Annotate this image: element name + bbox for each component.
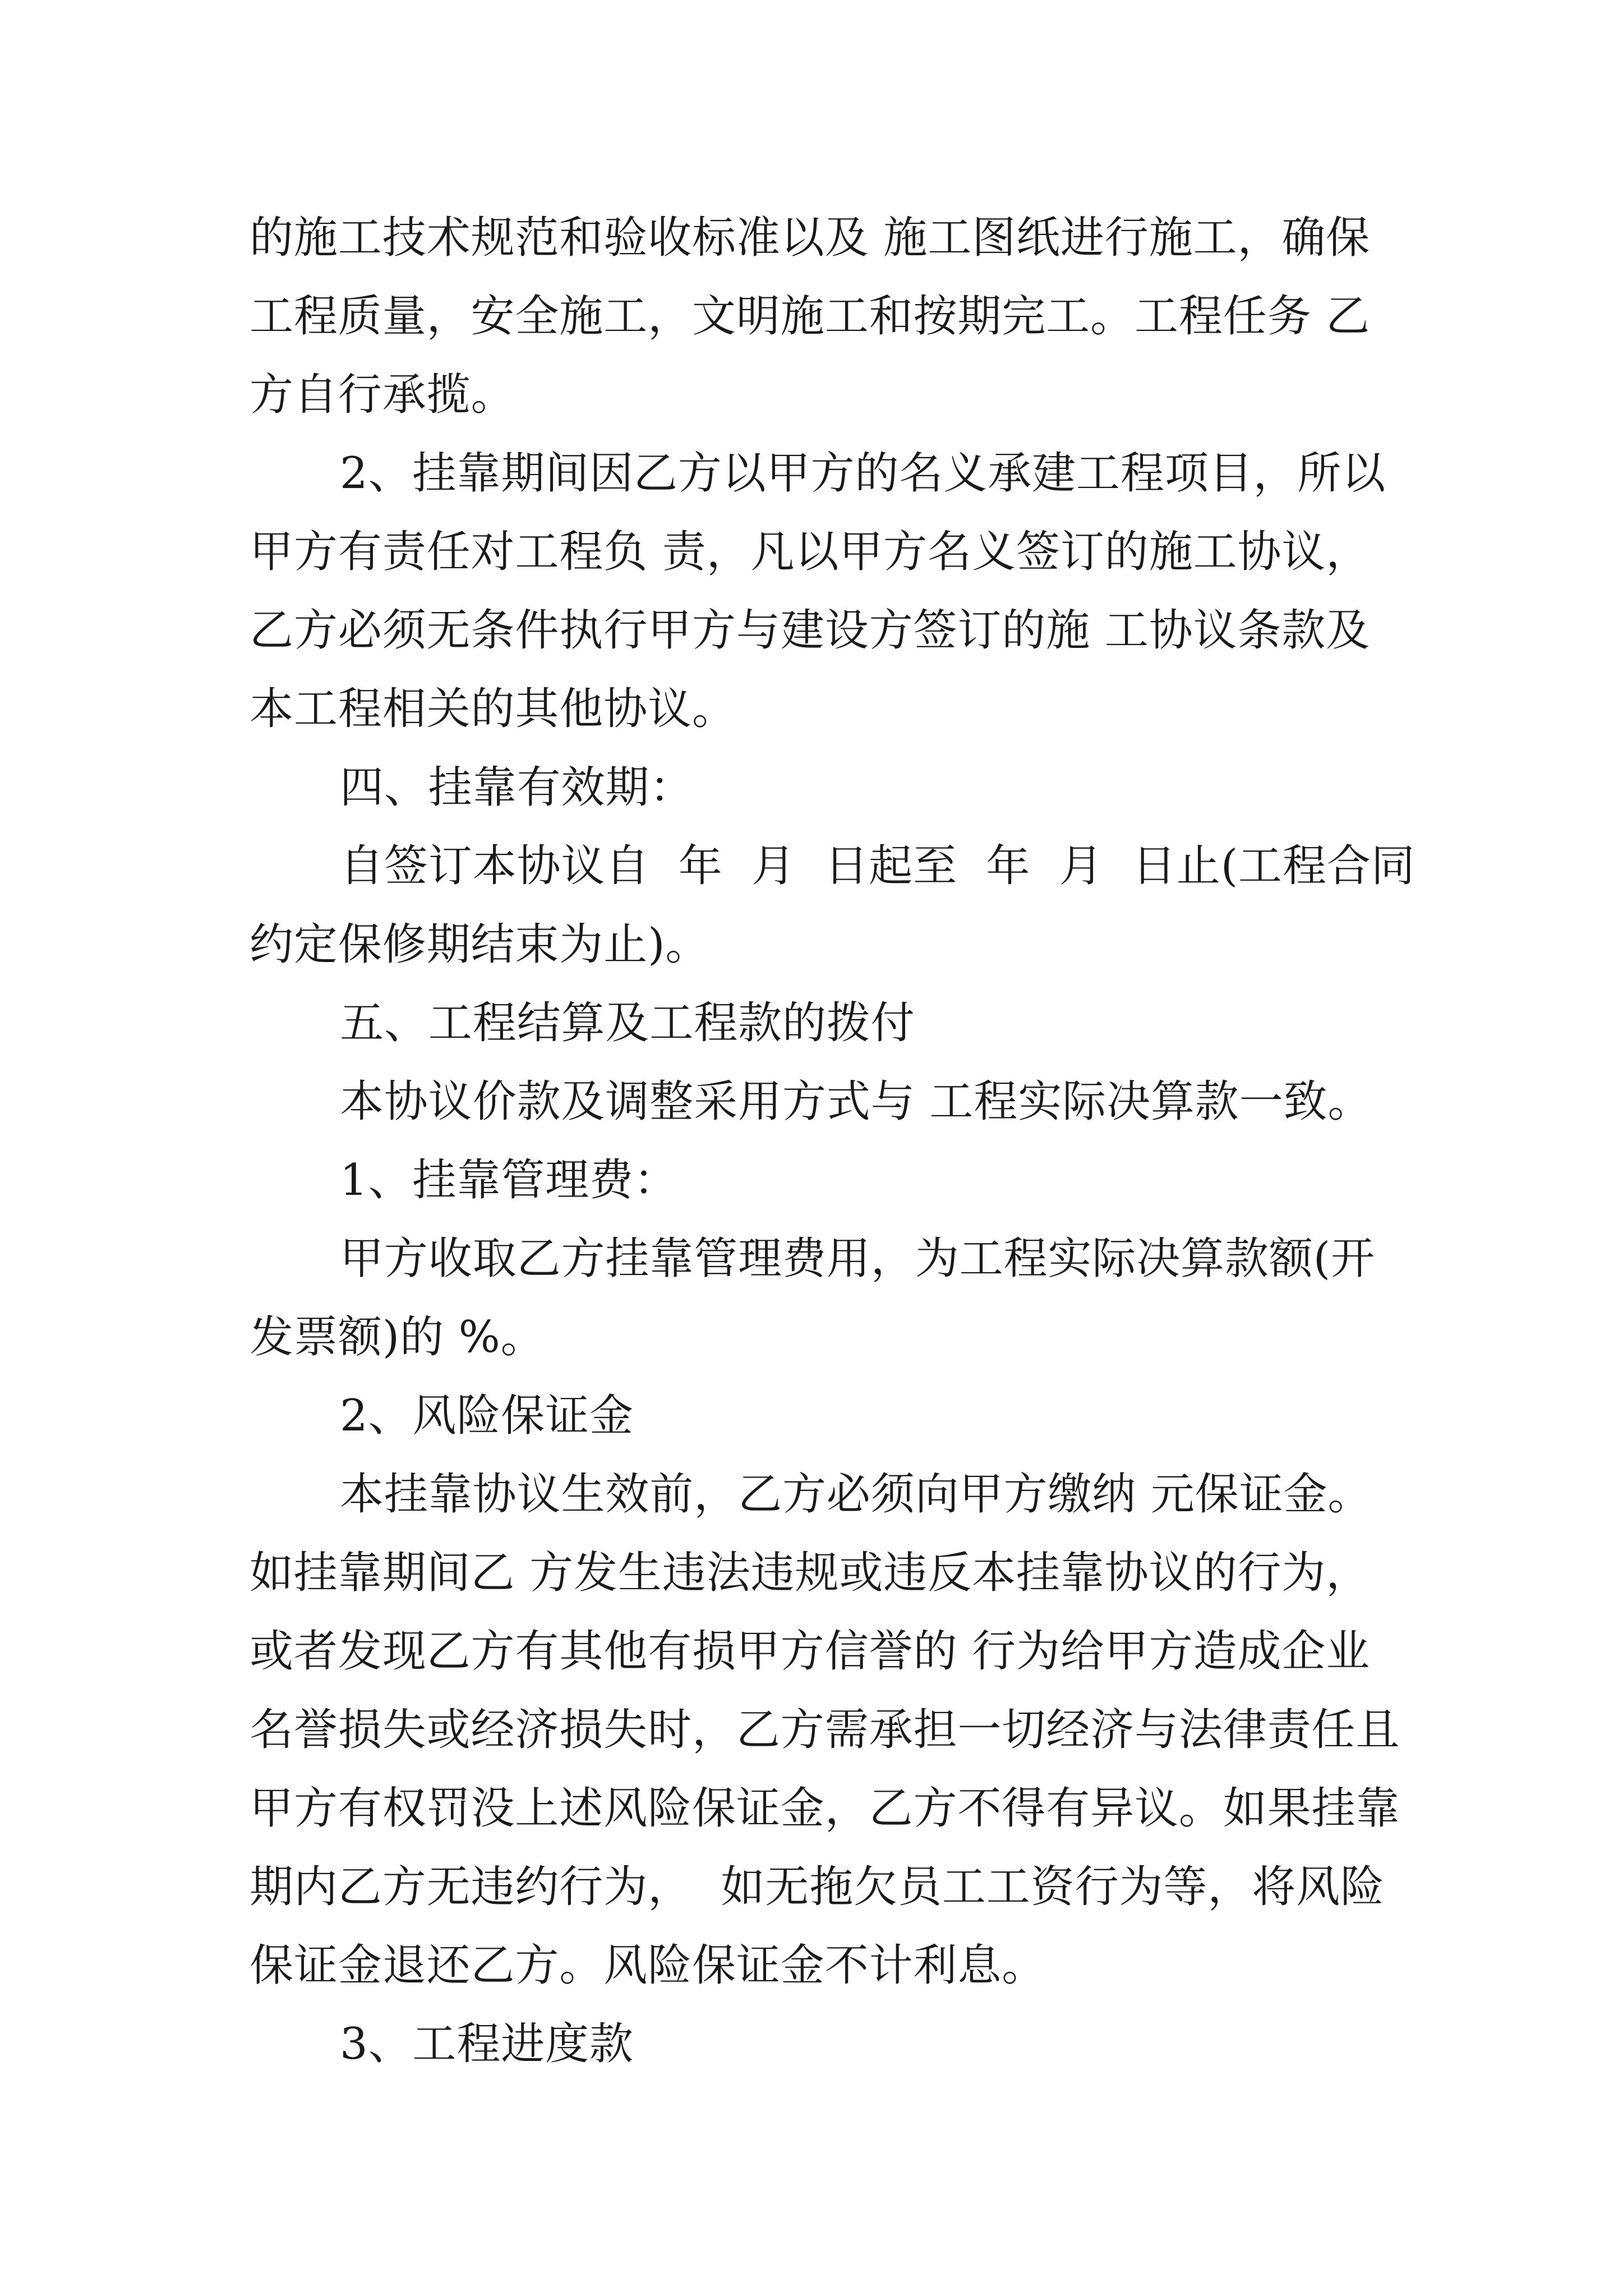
text-line: 2、挂靠期间因乙方以甲方的名义承建工程项目，所以 [340, 448, 1386, 499]
subsection-heading: 2、风险保证金 [340, 1391, 634, 1441]
text-line: 工程质量，安全施工，文明施工和按期完工。工程任务 乙 [250, 291, 1371, 342]
text-line: 乙方必须无条件执行甲方与建设方签订的施 工协议条款及 [250, 605, 1371, 656]
text-line: 甲方收取乙方挂靠管理费用，为工程实际决算款额(开 [340, 1234, 1376, 1284]
text-line: 如挂靠期间乙 方发生违法违规或违反本挂靠协议的行为， [250, 1548, 1371, 1598]
text-line: 或者发现乙方有其他有损甲方信誉的 行为给甲方造成企业 [250, 1626, 1371, 1677]
subsection-heading: 3、工程进度款 [340, 2019, 634, 2069]
subsection-heading: 1、挂靠管理费： [340, 1155, 678, 1205]
text-line: 本挂靠协议生效前，乙方必须向甲方缴纳 元保证金。 [340, 1469, 1372, 1520]
section-heading: 五、工程结算及工程款的拨付 [340, 998, 915, 1048]
text-line: 本协议价款及调整采用方式与 工程实际决算款一致。 [340, 1076, 1372, 1127]
text-line: 名誉损失或经济损失时，乙方需承担一切经济与法律责任且 [250, 1705, 1400, 1755]
text-line: 保证金退还乙方。风险保证金不计利息。 [250, 1940, 1046, 1991]
text-line: 本工程相关的其他协议。 [250, 684, 736, 734]
text-line: 约定保修期结束为止)。 [250, 919, 710, 970]
text-line: 期内乙方无违约行为， 如无拖欠员工工资行为等，将风险 [250, 1862, 1385, 1912]
text-line: 方自行承揽。 [250, 370, 515, 420]
section-heading: 四、挂靠有效期： [340, 762, 694, 813]
text-line: 甲方有责任对工程负 责，凡以甲方名义签订的施工协议， [250, 527, 1371, 577]
text-line: 的施工技术规范和验收标准以及 施工图纸进行施工，确保 [250, 213, 1371, 263]
text-line: 发票额)的 %。 [250, 1312, 545, 1363]
text-line: 自签订本协议自 年 月 日起至 年 月 日止(工程合同 [340, 841, 1415, 891]
text-line: 甲方有权罚没上述风险保证金，乙方不得有异议。如果挂靠 [250, 1783, 1400, 1834]
